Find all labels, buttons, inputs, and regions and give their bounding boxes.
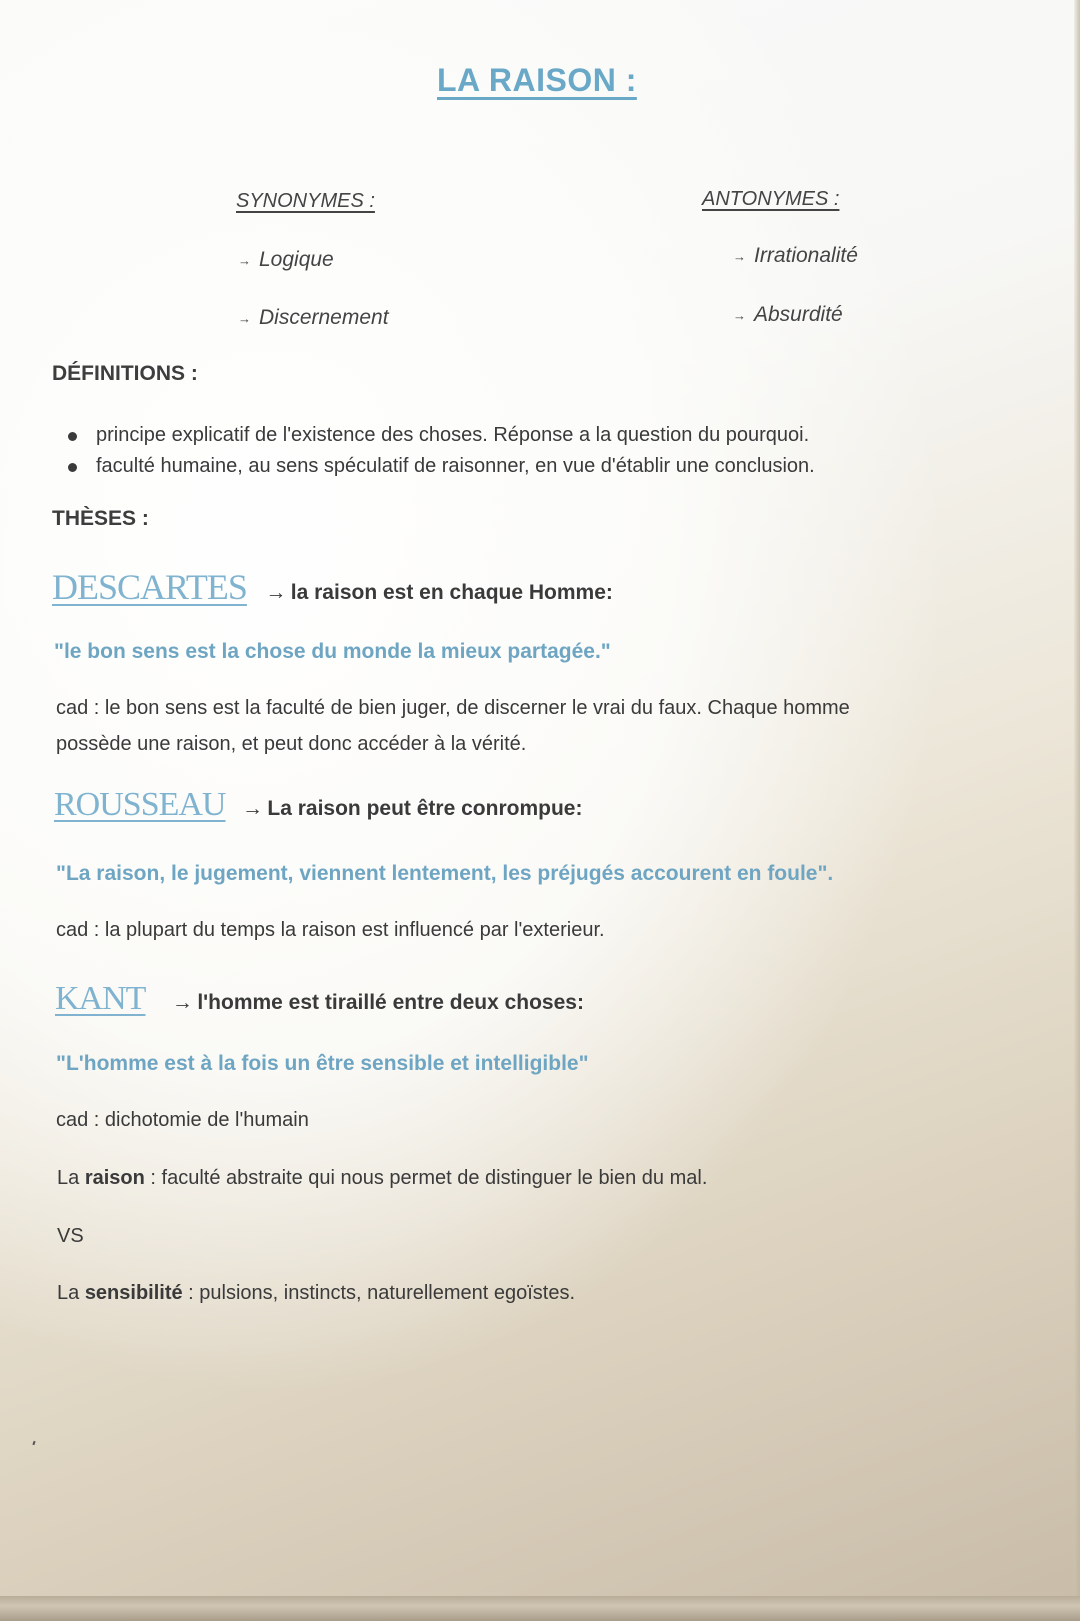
thesis-statement: La raison peut être conrompue: bbox=[267, 797, 583, 820]
theses-heading: THÈSES : bbox=[52, 507, 149, 530]
arrow-icon: → bbox=[241, 797, 263, 820]
antonym-item bbox=[733, 303, 843, 327]
arrow-icon: → bbox=[733, 248, 746, 264]
raison-term: raison bbox=[84, 1167, 145, 1189]
author-quote: "le bon sens est la chose du monde la mieux partagée." bbox=[54, 640, 611, 663]
author-name: DESCARTES bbox=[52, 567, 247, 607]
arrow-icon: → bbox=[171, 991, 193, 1014]
synonym-item bbox=[238, 248, 334, 272]
raison-definition: La raison : faculté abstraite qui nous permet de distinguer le bien du mal. bbox=[57, 1167, 708, 1189]
author-quote: "L'homme est à la fois un être sensible et intelligible" bbox=[56, 1052, 589, 1075]
thesis-statement: la raison est en chaque Homme: bbox=[290, 581, 613, 604]
page-title: LA RAISON : bbox=[437, 62, 637, 98]
thesis-row-kant bbox=[55, 980, 584, 1018]
explanation-text: possède une raison, et peut donc accéder à la vérité. bbox=[56, 733, 527, 755]
author-name: ROUSSEAU bbox=[54, 786, 226, 823]
sensibilite-definition: La sensibilité : pulsions, instincts, naturellement egoïstes. bbox=[57, 1282, 576, 1304]
author-name: KANT bbox=[55, 980, 146, 1017]
arrow-icon: → bbox=[265, 581, 287, 604]
antonym-text: Irrationalité bbox=[754, 244, 858, 267]
paper-speck bbox=[32, 1441, 35, 1445]
vs-label: VS bbox=[57, 1225, 84, 1247]
page-edge bbox=[0, 1596, 1080, 1621]
definitions-list bbox=[60, 420, 815, 482]
synonym-text: Discernement bbox=[259, 306, 389, 329]
arrow-icon: → bbox=[238, 252, 251, 268]
thesis-row-rousseau bbox=[54, 786, 582, 824]
definition-item: principe explicatif de l'existence des choses. Réponse a la question du pourquoi. bbox=[60, 420, 815, 451]
bullet-icon bbox=[68, 463, 77, 472]
synonym-item bbox=[238, 306, 389, 330]
bullet-icon bbox=[68, 432, 77, 441]
antonym-text: Absurdité bbox=[754, 303, 843, 326]
definition-item: faculté humaine, au sens spéculatif de raisonner, en vue d'établir une conclusion. bbox=[60, 451, 815, 482]
explanation-text: cad : dichotomie de l'humain bbox=[56, 1109, 309, 1131]
page-edge bbox=[1074, 0, 1080, 1621]
thesis-row-descartes bbox=[52, 566, 613, 608]
thesis-statement: l'homme est tiraillé entre deux choses: bbox=[197, 991, 584, 1014]
author-quote: "La raison, le jugement, viennent lentement, les préjugés accourent en foule". bbox=[56, 862, 834, 885]
antonym-item bbox=[733, 244, 858, 268]
synonym-text: Logique bbox=[259, 248, 334, 271]
arrow-icon: → bbox=[733, 307, 746, 323]
definitions-heading: DÉFINITIONS : bbox=[52, 362, 198, 385]
explanation-text: cad : la plupart du temps la raison est influencé par l'exterieur. bbox=[56, 919, 605, 941]
arrow-icon: → bbox=[238, 310, 251, 326]
explanation-text: cad : le bon sens est la faculté de bien juger, de discerner le vrai du faux. Chaque homme bbox=[56, 697, 850, 719]
antonyms-heading: ANTONYMES : bbox=[702, 188, 840, 210]
sensibilite-term: sensibilité bbox=[84, 1282, 183, 1304]
synonyms-heading: SYNONYMES : bbox=[236, 190, 375, 212]
